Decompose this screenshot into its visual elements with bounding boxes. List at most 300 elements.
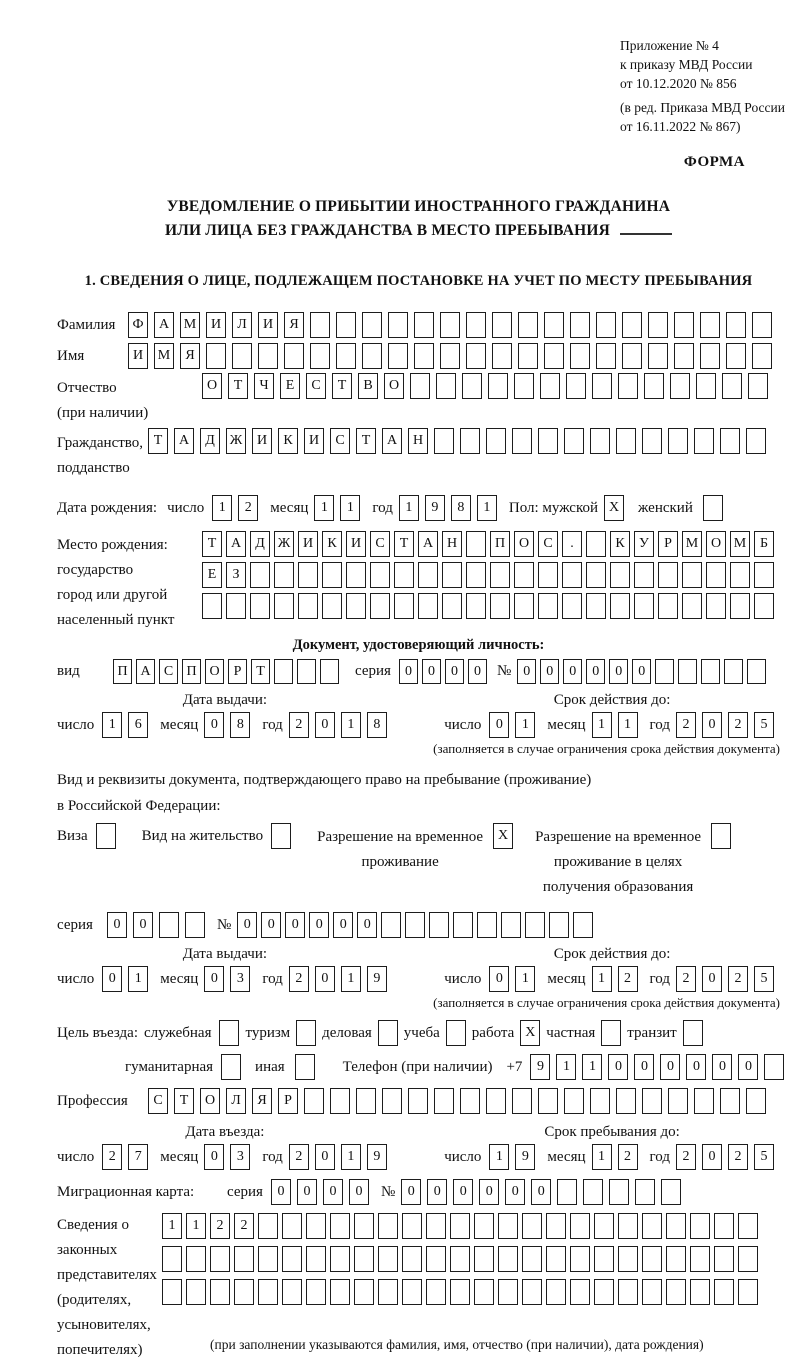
patronymic-input[interactable] — [202, 373, 774, 399]
char-cell[interactable]: 2 — [102, 1144, 122, 1170]
char-cell[interactable]: 1 — [341, 966, 361, 992]
char-cell[interactable]: И — [298, 531, 318, 557]
char-cell[interactable]: 1 — [618, 712, 638, 738]
char-cell[interactable] — [594, 1213, 614, 1239]
char-cell[interactable]: И — [258, 312, 278, 338]
char-cell[interactable]: 0 — [315, 966, 335, 992]
char-cell[interactable] — [609, 1179, 629, 1205]
char-cell[interactable] — [490, 593, 510, 619]
char-cell[interactable]: 0 — [609, 659, 628, 684]
char-cell[interactable]: 0 — [427, 1179, 447, 1205]
char-cell[interactable]: 0 — [479, 1179, 499, 1205]
char-cell[interactable]: Н — [408, 428, 428, 454]
char-cell[interactable] — [682, 593, 702, 619]
char-cell[interactable] — [440, 343, 460, 369]
char-cell[interactable]: 0 — [261, 912, 281, 938]
char-cell[interactable] — [162, 1279, 182, 1305]
char-cell[interactable] — [694, 1088, 714, 1114]
char-cell[interactable] — [549, 912, 569, 938]
char-cell[interactable] — [450, 1213, 470, 1239]
char-cell[interactable] — [583, 1179, 603, 1205]
char-cell[interactable]: 1 — [515, 966, 535, 992]
char-cell[interactable]: 2 — [618, 1144, 638, 1170]
char-cell[interactable]: 2 — [676, 1144, 696, 1170]
char-cell[interactable]: О — [384, 373, 404, 399]
char-cell[interactable] — [670, 373, 690, 399]
char-cell[interactable]: 0 — [333, 912, 353, 938]
char-cell[interactable] — [330, 1246, 350, 1272]
char-cell[interactable]: 1 — [399, 495, 419, 521]
char-cell[interactable] — [566, 373, 586, 399]
char-cell[interactable]: 5 — [754, 966, 774, 992]
char-cell[interactable]: А — [136, 659, 155, 684]
char-cell[interactable]: З — [226, 562, 246, 588]
representatives-row2-input[interactable] — [162, 1246, 762, 1272]
char-cell[interactable]: 5 — [754, 712, 774, 738]
char-cell[interactable] — [336, 312, 356, 338]
char-cell[interactable] — [658, 562, 678, 588]
char-cell[interactable] — [522, 1246, 542, 1272]
phone-input[interactable] — [530, 1054, 790, 1080]
char-cell[interactable] — [498, 1279, 518, 1305]
char-cell[interactable]: 0 — [702, 712, 722, 738]
char-cell[interactable]: Д — [250, 531, 270, 557]
purpose-private-checkbox[interactable] — [601, 1020, 621, 1046]
char-cell[interactable] — [594, 1279, 614, 1305]
char-cell[interactable]: Т — [174, 1088, 194, 1114]
char-cell[interactable] — [474, 1279, 494, 1305]
char-cell[interactable] — [426, 1279, 446, 1305]
char-cell[interactable]: 2 — [289, 1144, 309, 1170]
char-cell[interactable]: 0 — [315, 712, 335, 738]
char-cell[interactable] — [522, 1279, 542, 1305]
char-cell[interactable]: 0 — [489, 712, 509, 738]
char-cell[interactable] — [185, 912, 205, 938]
char-cell[interactable] — [162, 1246, 182, 1272]
surname-input[interactable] — [128, 312, 778, 338]
char-cell[interactable]: 0 — [285, 912, 305, 938]
char-cell[interactable]: М — [180, 312, 200, 338]
entry-day-input[interactable] — [102, 1144, 154, 1170]
char-cell[interactable]: Я — [180, 343, 200, 369]
char-cell[interactable] — [570, 1213, 590, 1239]
char-cell[interactable]: С — [370, 531, 390, 557]
char-cell[interactable]: О — [706, 531, 726, 557]
char-cell[interactable]: 1 — [341, 712, 361, 738]
char-cell[interactable] — [666, 1279, 686, 1305]
char-cell[interactable]: П — [182, 659, 201, 684]
char-cell[interactable] — [492, 343, 512, 369]
char-cell[interactable] — [297, 659, 316, 684]
char-cell[interactable]: О — [200, 1088, 220, 1114]
char-cell[interactable]: 2 — [234, 1213, 254, 1239]
purpose-work-checkbox[interactable]: X — [520, 1020, 540, 1046]
char-cell[interactable] — [159, 912, 179, 938]
char-cell[interactable] — [748, 373, 768, 399]
char-cell[interactable] — [596, 312, 616, 338]
char-cell[interactable] — [304, 1088, 324, 1114]
char-cell[interactable]: 1 — [340, 495, 360, 521]
char-cell[interactable] — [666, 1246, 686, 1272]
entry-month-input[interactable] — [204, 1144, 256, 1170]
char-cell[interactable] — [492, 312, 512, 338]
char-cell[interactable] — [754, 593, 774, 619]
birth-day-input[interactable] — [212, 495, 264, 521]
char-cell[interactable]: 0 — [271, 1179, 291, 1205]
char-cell[interactable]: 1 — [477, 495, 497, 521]
char-cell[interactable] — [700, 312, 720, 338]
stay-issue-day-input[interactable] — [102, 966, 154, 992]
char-cell[interactable] — [570, 312, 590, 338]
char-cell[interactable]: 0 — [517, 659, 536, 684]
char-cell[interactable]: 0 — [702, 1144, 722, 1170]
char-cell[interactable] — [354, 1213, 374, 1239]
char-cell[interactable] — [610, 593, 630, 619]
char-cell[interactable] — [752, 312, 772, 338]
char-cell[interactable]: М — [154, 343, 174, 369]
char-cell[interactable] — [618, 1246, 638, 1272]
char-cell[interactable] — [354, 1279, 374, 1305]
char-cell[interactable] — [210, 1279, 230, 1305]
char-cell[interactable] — [564, 1088, 584, 1114]
char-cell[interactable] — [722, 373, 742, 399]
char-cell[interactable] — [738, 1213, 758, 1239]
char-cell[interactable]: 0 — [445, 659, 464, 684]
char-cell[interactable] — [678, 659, 697, 684]
char-cell[interactable] — [488, 373, 508, 399]
char-cell[interactable] — [564, 428, 584, 454]
char-cell[interactable] — [596, 343, 616, 369]
stay-until-year-input[interactable] — [676, 1144, 780, 1170]
char-cell[interactable] — [512, 1088, 532, 1114]
char-cell[interactable]: А — [174, 428, 194, 454]
stay-valid-year-input[interactable] — [676, 966, 780, 992]
char-cell[interactable]: А — [418, 531, 438, 557]
char-cell[interactable]: 8 — [367, 712, 387, 738]
char-cell[interactable] — [706, 593, 726, 619]
char-cell[interactable] — [310, 343, 330, 369]
char-cell[interactable] — [618, 373, 638, 399]
char-cell[interactable] — [284, 343, 304, 369]
char-cell[interactable] — [544, 312, 564, 338]
char-cell[interactable] — [378, 1246, 398, 1272]
char-cell[interactable] — [232, 343, 252, 369]
char-cell[interactable]: И — [128, 343, 148, 369]
entry-year-input[interactable] — [289, 1144, 393, 1170]
char-cell[interactable] — [586, 593, 606, 619]
char-cell[interactable]: И — [304, 428, 324, 454]
char-cell[interactable] — [282, 1246, 302, 1272]
stay-valid-day-input[interactable] — [489, 966, 541, 992]
char-cell[interactable] — [346, 562, 366, 588]
char-cell[interactable] — [642, 428, 662, 454]
char-cell[interactable]: 0 — [204, 966, 224, 992]
char-cell[interactable]: К — [610, 531, 630, 557]
char-cell[interactable]: 1 — [314, 495, 334, 521]
char-cell[interactable] — [655, 659, 674, 684]
id-issue-day-input[interactable] — [102, 712, 154, 738]
id-valid-year-input[interactable] — [676, 712, 780, 738]
stay-series-input[interactable] — [107, 912, 211, 938]
char-cell[interactable] — [622, 312, 642, 338]
char-cell[interactable] — [408, 1088, 428, 1114]
char-cell[interactable] — [674, 343, 694, 369]
char-cell[interactable] — [418, 593, 438, 619]
char-cell[interactable] — [486, 428, 506, 454]
char-cell[interactable]: 9 — [530, 1054, 550, 1080]
char-cell[interactable] — [370, 593, 390, 619]
char-cell[interactable]: Т — [332, 373, 352, 399]
char-cell[interactable] — [562, 562, 582, 588]
char-cell[interactable]: 0 — [634, 1054, 654, 1080]
char-cell[interactable] — [518, 343, 538, 369]
stay-issue-month-input[interactable] — [204, 966, 256, 992]
char-cell[interactable] — [370, 562, 390, 588]
char-cell[interactable] — [330, 1213, 350, 1239]
char-cell[interactable] — [234, 1279, 254, 1305]
char-cell[interactable]: 0 — [309, 912, 329, 938]
char-cell[interactable]: 2 — [289, 966, 309, 992]
char-cell[interactable] — [186, 1279, 206, 1305]
char-cell[interactable] — [764, 1054, 784, 1080]
char-cell[interactable] — [394, 593, 414, 619]
char-cell[interactable]: 1 — [592, 712, 612, 738]
char-cell[interactable]: 0 — [422, 659, 441, 684]
char-cell[interactable] — [661, 1179, 681, 1205]
char-cell[interactable] — [306, 1246, 326, 1272]
char-cell[interactable]: Д — [200, 428, 220, 454]
char-cell[interactable] — [540, 373, 560, 399]
char-cell[interactable]: 0 — [204, 1144, 224, 1170]
char-cell[interactable] — [250, 593, 270, 619]
char-cell[interactable] — [616, 428, 636, 454]
char-cell[interactable]: А — [154, 312, 174, 338]
char-cell[interactable]: Р — [658, 531, 678, 557]
temp-residence-checkbox[interactable]: X — [493, 823, 513, 849]
doc-series-input[interactable] — [399, 659, 491, 684]
char-cell[interactable] — [668, 428, 688, 454]
char-cell[interactable] — [310, 312, 330, 338]
char-cell[interactable] — [414, 312, 434, 338]
char-cell[interactable]: 2 — [676, 966, 696, 992]
char-cell[interactable] — [512, 428, 532, 454]
char-cell[interactable] — [514, 562, 534, 588]
char-cell[interactable]: 1 — [102, 712, 122, 738]
char-cell[interactable] — [590, 1088, 610, 1114]
char-cell[interactable] — [714, 1213, 734, 1239]
char-cell[interactable]: 0 — [237, 912, 257, 938]
char-cell[interactable]: 2 — [289, 712, 309, 738]
migration-number-input[interactable] — [401, 1179, 687, 1205]
char-cell[interactable] — [298, 562, 318, 588]
char-cell[interactable] — [442, 593, 462, 619]
char-cell[interactable] — [501, 912, 521, 938]
char-cell[interactable]: 1 — [341, 1144, 361, 1170]
char-cell[interactable] — [402, 1279, 422, 1305]
char-cell[interactable] — [381, 912, 401, 938]
char-cell[interactable] — [696, 373, 716, 399]
purpose-study-checkbox[interactable] — [446, 1020, 466, 1046]
char-cell[interactable] — [618, 1213, 638, 1239]
char-cell[interactable] — [466, 562, 486, 588]
char-cell[interactable]: Т — [228, 373, 248, 399]
char-cell[interactable]: 0 — [608, 1054, 628, 1080]
char-cell[interactable] — [590, 428, 610, 454]
doc-kind-input[interactable] — [113, 659, 343, 684]
char-cell[interactable]: 3 — [230, 966, 250, 992]
char-cell[interactable] — [477, 912, 497, 938]
char-cell[interactable] — [282, 1213, 302, 1239]
char-cell[interactable]: Р — [278, 1088, 298, 1114]
char-cell[interactable] — [330, 1088, 350, 1114]
char-cell[interactable] — [362, 343, 382, 369]
stay-issue-year-input[interactable] — [289, 966, 393, 992]
char-cell[interactable] — [668, 1088, 688, 1114]
char-cell[interactable] — [490, 562, 510, 588]
purpose-business-checkbox[interactable] — [378, 1020, 398, 1046]
char-cell[interactable] — [462, 373, 482, 399]
char-cell[interactable]: П — [113, 659, 132, 684]
char-cell[interactable]: 8 — [230, 712, 250, 738]
char-cell[interactable] — [378, 1279, 398, 1305]
char-cell[interactable] — [674, 312, 694, 338]
char-cell[interactable] — [486, 1088, 506, 1114]
char-cell[interactable] — [394, 562, 414, 588]
char-cell[interactable] — [514, 373, 534, 399]
char-cell[interactable] — [570, 343, 590, 369]
char-cell[interactable] — [514, 593, 534, 619]
char-cell[interactable]: Б — [754, 531, 774, 557]
char-cell[interactable]: 0 — [531, 1179, 551, 1205]
char-cell[interactable]: Р — [228, 659, 247, 684]
char-cell[interactable]: 2 — [728, 1144, 748, 1170]
char-cell[interactable]: 1 — [128, 966, 148, 992]
char-cell[interactable] — [336, 343, 356, 369]
char-cell[interactable]: 0 — [315, 1144, 335, 1170]
char-cell[interactable]: 0 — [632, 659, 651, 684]
char-cell[interactable] — [434, 428, 454, 454]
char-cell[interactable] — [460, 428, 480, 454]
char-cell[interactable]: 0 — [204, 712, 224, 738]
char-cell[interactable]: 9 — [425, 495, 445, 521]
char-cell[interactable]: 3 — [230, 1144, 250, 1170]
profession-input[interactable] — [148, 1088, 772, 1114]
char-cell[interactable] — [592, 373, 612, 399]
char-cell[interactable]: Т — [394, 531, 414, 557]
char-cell[interactable]: Ж — [226, 428, 246, 454]
char-cell[interactable] — [635, 1179, 655, 1205]
char-cell[interactable]: 0 — [107, 912, 127, 938]
char-cell[interactable] — [730, 593, 750, 619]
char-cell[interactable] — [388, 312, 408, 338]
char-cell[interactable] — [648, 343, 668, 369]
char-cell[interactable]: 0 — [133, 912, 153, 938]
char-cell[interactable] — [442, 562, 462, 588]
char-cell[interactable]: 1 — [556, 1054, 576, 1080]
char-cell[interactable] — [410, 373, 430, 399]
doc-number-input[interactable] — [517, 659, 770, 684]
char-cell[interactable]: 0 — [453, 1179, 473, 1205]
char-cell[interactable] — [610, 562, 630, 588]
char-cell[interactable]: О — [202, 373, 222, 399]
char-cell[interactable] — [586, 531, 606, 557]
char-cell[interactable] — [642, 1246, 662, 1272]
char-cell[interactable]: М — [682, 531, 702, 557]
char-cell[interactable] — [474, 1213, 494, 1239]
char-cell[interactable] — [210, 1246, 230, 1272]
char-cell[interactable] — [234, 1246, 254, 1272]
char-cell[interactable]: Е — [202, 562, 222, 588]
char-cell[interactable] — [250, 562, 270, 588]
char-cell[interactable] — [202, 593, 222, 619]
char-cell[interactable] — [746, 1088, 766, 1114]
sex-male-checkbox[interactable]: X — [604, 495, 624, 521]
char-cell[interactable] — [322, 593, 342, 619]
visa-checkbox[interactable] — [96, 823, 116, 849]
stay-until-day-input[interactable] — [489, 1144, 541, 1170]
char-cell[interactable] — [586, 562, 606, 588]
char-cell[interactable] — [306, 1213, 326, 1239]
char-cell[interactable]: 8 — [451, 495, 471, 521]
char-cell[interactable] — [429, 912, 449, 938]
purpose-official-checkbox[interactable] — [219, 1020, 239, 1046]
char-cell[interactable]: 2 — [728, 712, 748, 738]
char-cell[interactable]: Л — [232, 312, 252, 338]
char-cell[interactable] — [474, 1246, 494, 1272]
given-name-input[interactable] — [128, 343, 778, 369]
char-cell[interactable] — [346, 593, 366, 619]
citizenship-input[interactable] — [148, 428, 772, 454]
purpose-other-checkbox[interactable] — [295, 1054, 315, 1080]
char-cell[interactable] — [726, 312, 746, 338]
char-cell[interactable] — [258, 1213, 278, 1239]
char-cell[interactable]: . — [562, 531, 582, 557]
char-cell[interactable]: С — [148, 1088, 168, 1114]
birthplace-row2-input[interactable] — [202, 562, 778, 588]
migration-series-input[interactable] — [271, 1179, 375, 1205]
char-cell[interactable] — [306, 1279, 326, 1305]
char-cell[interactable] — [738, 1279, 758, 1305]
char-cell[interactable] — [546, 1213, 566, 1239]
char-cell[interactable]: 1 — [489, 1144, 509, 1170]
char-cell[interactable]: 0 — [563, 659, 582, 684]
char-cell[interactable]: Т — [356, 428, 376, 454]
char-cell[interactable] — [538, 593, 558, 619]
char-cell[interactable] — [594, 1246, 614, 1272]
char-cell[interactable] — [426, 1246, 446, 1272]
char-cell[interactable]: 0 — [660, 1054, 680, 1080]
birth-year-input[interactable] — [399, 495, 503, 521]
char-cell[interactable]: 2 — [728, 966, 748, 992]
char-cell[interactable] — [330, 1279, 350, 1305]
char-cell[interactable]: 0 — [738, 1054, 758, 1080]
char-cell[interactable] — [282, 1279, 302, 1305]
char-cell[interactable] — [634, 562, 654, 588]
char-cell[interactable] — [618, 1279, 638, 1305]
char-cell[interactable]: М — [730, 531, 750, 557]
char-cell[interactable]: О — [205, 659, 224, 684]
representatives-row3-input[interactable] — [162, 1279, 762, 1305]
char-cell[interactable] — [746, 428, 766, 454]
char-cell[interactable] — [226, 593, 246, 619]
char-cell[interactable] — [538, 428, 558, 454]
char-cell[interactable] — [362, 312, 382, 338]
char-cell[interactable]: 2 — [238, 495, 258, 521]
purpose-tourism-checkbox[interactable] — [296, 1020, 316, 1046]
char-cell[interactable] — [714, 1246, 734, 1272]
char-cell[interactable] — [730, 562, 750, 588]
char-cell[interactable] — [544, 343, 564, 369]
